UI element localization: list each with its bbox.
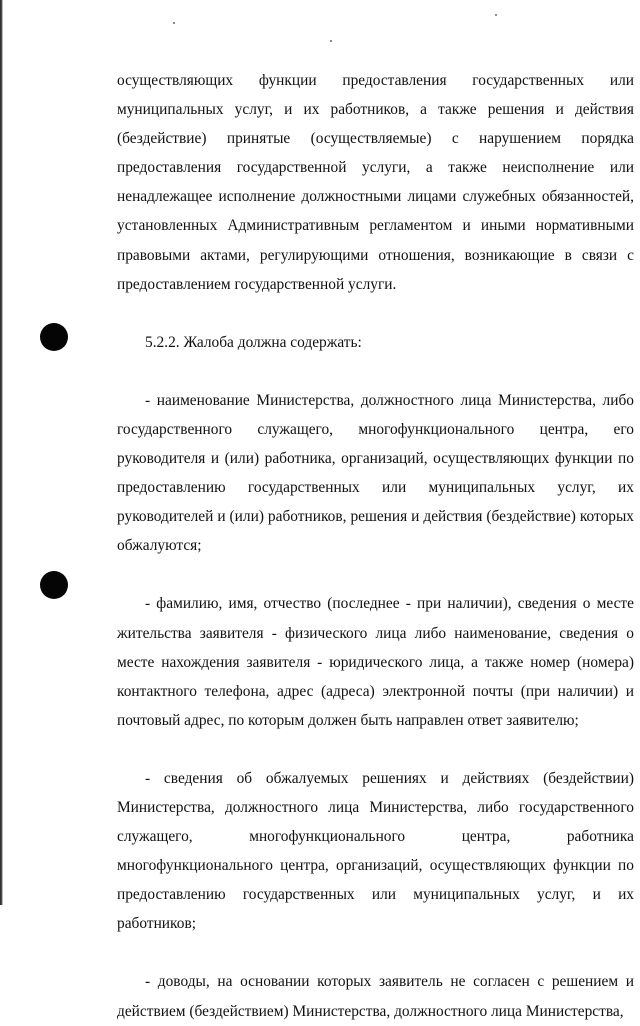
list-item-arguments: - доводы, на основании которых заявитель не согласен с решением и действием (бездействием) Министерства, должностного лица Министерства, (117, 973, 634, 1020)
scan-speck (330, 40, 332, 42)
punch-hole-top (40, 323, 68, 351)
list-item-applicant-details: - фамилию, имя, отчество (последнее - при наличии), сведения о месте жительства заявителя - физического лица либо наименование, сведения о месте нахождения заявителя - юридического лица, а также номер (номера) контактного телефона, адрес (адреса) электронной почты (при наличии) и почтовый адрес, по которым должен быть направлен ответ заявителю; (117, 595, 634, 729)
paragraph-complaint-subjects: осуществляющих функции предоставления государственных или муниципальных услуг, и их работников, а также решения и действия (бездействие) принятые (осуществляемые) с нарушением порядка предоставления государственной услуги, а также неисполнение или ненадлежащее исполнение должностными лицами служебных обязанностей, установленных Административным регламентом и иными нормативными правовыми актами, регулирующими отношения, возникающие в связи с предоставлением государственной услуги. (117, 72, 634, 293)
paragraph-section-5-2-2: 5.2.2. Жалоба должна содержать: (145, 333, 362, 351)
list-item-appealed-decisions: - сведения об обжалуемых решениях и действиях (бездействии) Министерства, должностного лица Министерства, либо государственного служащего, многофункционального центра, работника многофункционального центра, организаций, осуществляющих функции по предоставлению государственных или муниципальных услуг, и их работников; (117, 769, 634, 933)
list-item-name-of-ministry: - наименование Министерства, должностного лица Министерства, либо государственного служащего, многофункционального центра, его руководителя и (или) работника, организаций, осуществляющих функции по предоставлению государственных или муниципальных услуг, их руководителей и (или) работников, решения и действия (бездействие) которых обжалуются; (117, 391, 634, 555)
punch-hole-bottom (40, 571, 68, 599)
scan-left-edge (0, 0, 3, 905)
document-body (117, 66, 634, 1026)
scan-speck (495, 14, 497, 16)
scan-speck (173, 22, 175, 24)
